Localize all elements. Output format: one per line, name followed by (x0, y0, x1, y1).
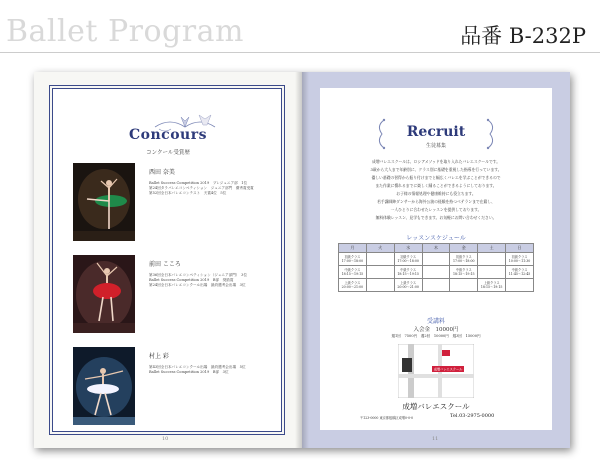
entry-award: 第24回タラバレエコンペティション ジュニア部門 優秀賞受賞 (149, 186, 254, 191)
intro-line: 優しい基礎の習得から振り付けまでと幅広くバレエを学ぶことができるので (371, 175, 501, 180)
schedule-header: 日 (506, 244, 534, 253)
schedule-title: レッスンスケジュール (406, 235, 466, 242)
schedule-cell: 中級クラス 18:15〜19:15 (394, 266, 422, 279)
schedule-header: 月 (339, 244, 367, 253)
entry-name: 村上 彩 (149, 353, 169, 360)
entry-2 (149, 259, 274, 289)
schedule-cell: 初級クラス 17:00〜18:00 (450, 253, 478, 266)
schedule-header: 火 (366, 244, 394, 253)
schedule-cell (366, 279, 394, 292)
schedule-header: 水 (394, 244, 422, 253)
schedule-cell (422, 279, 450, 292)
lesson-schedule-table (338, 243, 534, 292)
intro-line: 3歳から大人まで年齢別に、クラス別に基礎を重視した指導を行っています。 (370, 167, 502, 172)
schedule-cell: 中級クラス 18:15〜19:15 (339, 266, 367, 279)
entry-3 (149, 351, 274, 375)
school-name: 成増バレエスクール (402, 402, 470, 411)
schedule-header: 土 (478, 244, 506, 253)
intro-line: また作業に慣れるまでに楽しく踊ることができるようにしております。 (375, 183, 497, 188)
schedule-cell (478, 266, 506, 279)
entry-name: 前田 こころ (149, 261, 181, 268)
recruit-subheading: 生徒募集 (425, 143, 446, 149)
schedule-cell (422, 253, 450, 266)
schedule-cell: 上級クラス 20:00〜21:00 (394, 279, 422, 292)
left-page (34, 72, 302, 448)
schedule-cell (450, 279, 478, 292)
schedule-cell: 上級クラス 18:15〜19:15 (478, 279, 506, 292)
entry-name: 西田 奈美 (149, 169, 175, 176)
intro-text (336, 158, 536, 222)
schedule-cell (366, 266, 394, 279)
concours-heading: Concours (129, 127, 207, 143)
school-address: 〒123-0000 東京都板橋区成増0-0-0 (360, 416, 414, 420)
dancer-photo-white (73, 347, 135, 425)
intro-line: 一人ひとりに合わせたレッスンを提供しております。 (390, 207, 482, 212)
schedule-header: 木 (422, 244, 450, 253)
entry-award: 第43回全日本バレエコンクール出場 最終選考会出場 5位 (149, 365, 246, 369)
schedule-header: 金 (450, 244, 478, 253)
map-label: 成増バレエスクール (433, 367, 463, 372)
schedule-cell: 初級クラス 17:00〜18:00 (394, 253, 422, 266)
dancer-photo-red (73, 255, 135, 333)
schedule-cell (422, 266, 450, 279)
intro-line: お子様の情報処理や健康維持にも役立ちます。 (396, 191, 476, 196)
tuition-fees: 週1回 7500円 週2回 10000円 週3回 15000円 (391, 334, 481, 338)
recruit-heading: Recruit (406, 124, 466, 140)
entry-1 (149, 167, 274, 197)
schedule-cell: 初級クラス 10:00〜11:30 (506, 253, 534, 266)
intro-line: 若手講師陣ダンサーから海外公演の経験を持つベテランまで在籍し、 (377, 199, 495, 204)
intro-line: 成増バレエスクールは、ロシアメソッドを取り入れたバレエスクールです。 (371, 159, 501, 164)
schedule-cell (506, 279, 534, 292)
entry-award: 第24回全日本バレエコンクール出場 最終選考会出場 3位 (149, 283, 246, 288)
brochure-spread (34, 72, 570, 448)
entry-award: 第52回全日本バレエコンテスト 天賞4位 5位 (149, 191, 227, 196)
entry-award: Ballet Success Competition 2019 プレジュニア部 1位 (149, 181, 248, 185)
page-title: Ballet Program (6, 14, 244, 49)
entry-fee: 入会金 10000円 (413, 327, 459, 333)
dancer-photo-green (73, 163, 135, 241)
schedule-cell: 初級クラス 17:00〜18:00 (339, 253, 367, 266)
entry-award: Ballet Success Competition 2019 B部 3位 (149, 370, 229, 375)
schedule-cell: 中級クラス 11:45〜12:45 (506, 266, 534, 279)
header-divider (0, 52, 600, 53)
fees-title: 受講料 (426, 318, 445, 325)
location-map (398, 344, 474, 398)
recruit-card (320, 88, 552, 430)
table-row (339, 279, 534, 292)
left-frame (52, 88, 282, 432)
table-row (339, 266, 534, 279)
school-tel: Tel.03-2975-0000 (450, 413, 495, 419)
concours-subheading: コンクール受賞歴 (146, 150, 190, 156)
schedule-cell (366, 253, 394, 266)
entry-award: Ballet Success Competition 2019 B部 奨励賞 (149, 278, 234, 283)
right-page (302, 72, 570, 448)
product-code: 品番 B-232P (460, 24, 586, 48)
right-page-number: 11 (432, 436, 439, 442)
schedule-cell: 上級クラス 20:00〜21:00 (339, 279, 367, 292)
entry-award: 第36回全日本バレエコンペティション（ジュニア部門） 3位 (149, 273, 248, 277)
schedule-cell: 中級クラス 18:15〜19:15 (450, 266, 478, 279)
left-page-number: 10 (162, 436, 169, 442)
intro-line: 無料体験レッスン、見学もできます。お気軽にお問い合わせください。 (375, 215, 497, 220)
schedule-cell (478, 253, 506, 266)
table-row (339, 253, 534, 266)
